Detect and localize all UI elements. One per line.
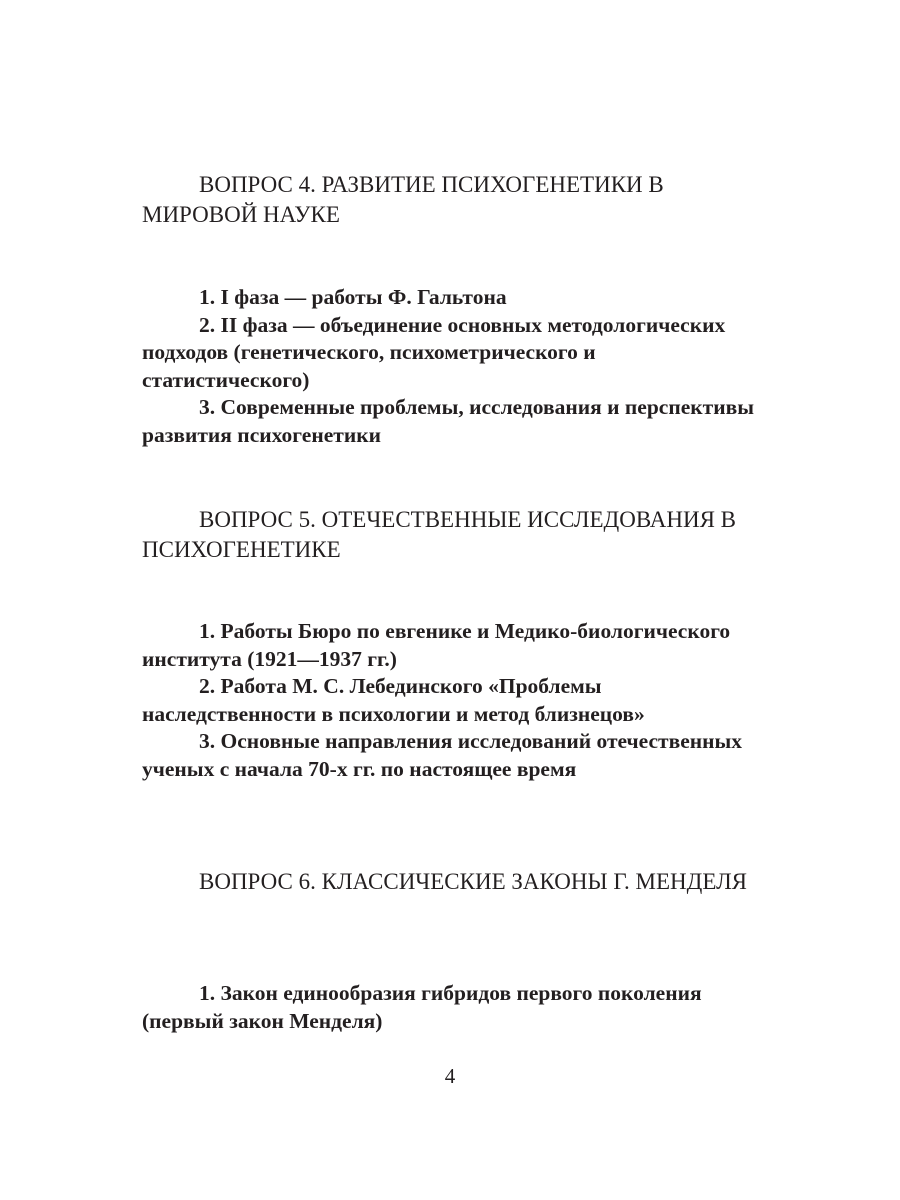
section-question-5-heading-block: [142, 505, 762, 565]
page-number: 4: [444, 1064, 456, 1088]
list-item: 1. I фаза — работы Ф. Гальтона: [199, 285, 507, 309]
list-item: 1. Закон единообразия гибридов первого поколения (первый закон Менделя): [142, 981, 702, 1033]
list-item: 2. Работа М. С. Лебединского «Проблемы наследственности в психологии и метод близнецов»: [142, 674, 645, 726]
list-item: 2. II фаза — объединение основных методологических подходов (генетического, психометрического и статистического): [142, 312, 726, 392]
section-question-6-heading-block: [142, 867, 762, 897]
section-heading: ВОПРОС 5. ОТЕЧЕСТВЕННЫЕ ИССЛЕДОВАНИЯ В ПСИХОГЕНЕТИКЕ: [142, 507, 736, 562]
section-question-5-items: [142, 618, 762, 783]
list-item: 1. Работы Бюро по евгенике и Медико-биологического института (1921—1937 гг.): [142, 619, 731, 671]
list-item: 3. Современные проблемы, исследования и перспективы развития психогенетики: [142, 395, 755, 447]
section-heading: ВОПРОС 6. КЛАССИЧЕСКИЕ ЗАКОНЫ Г. МЕНДЕЛЯ: [199, 869, 748, 894]
section-question-4-items: [142, 284, 762, 449]
section-heading: ВОПРОС 4. РАЗВИТИЕ ПСИХОГЕНЕТИКИ В МИРОВОЙ НАУКЕ: [142, 172, 664, 227]
section-question-4-heading-block: [142, 170, 762, 230]
section-question-6-items: [142, 980, 762, 1035]
list-item: 3. Основные направления исследований отечественных ученых с начала 70-х гг. по настоящее время: [142, 729, 743, 781]
